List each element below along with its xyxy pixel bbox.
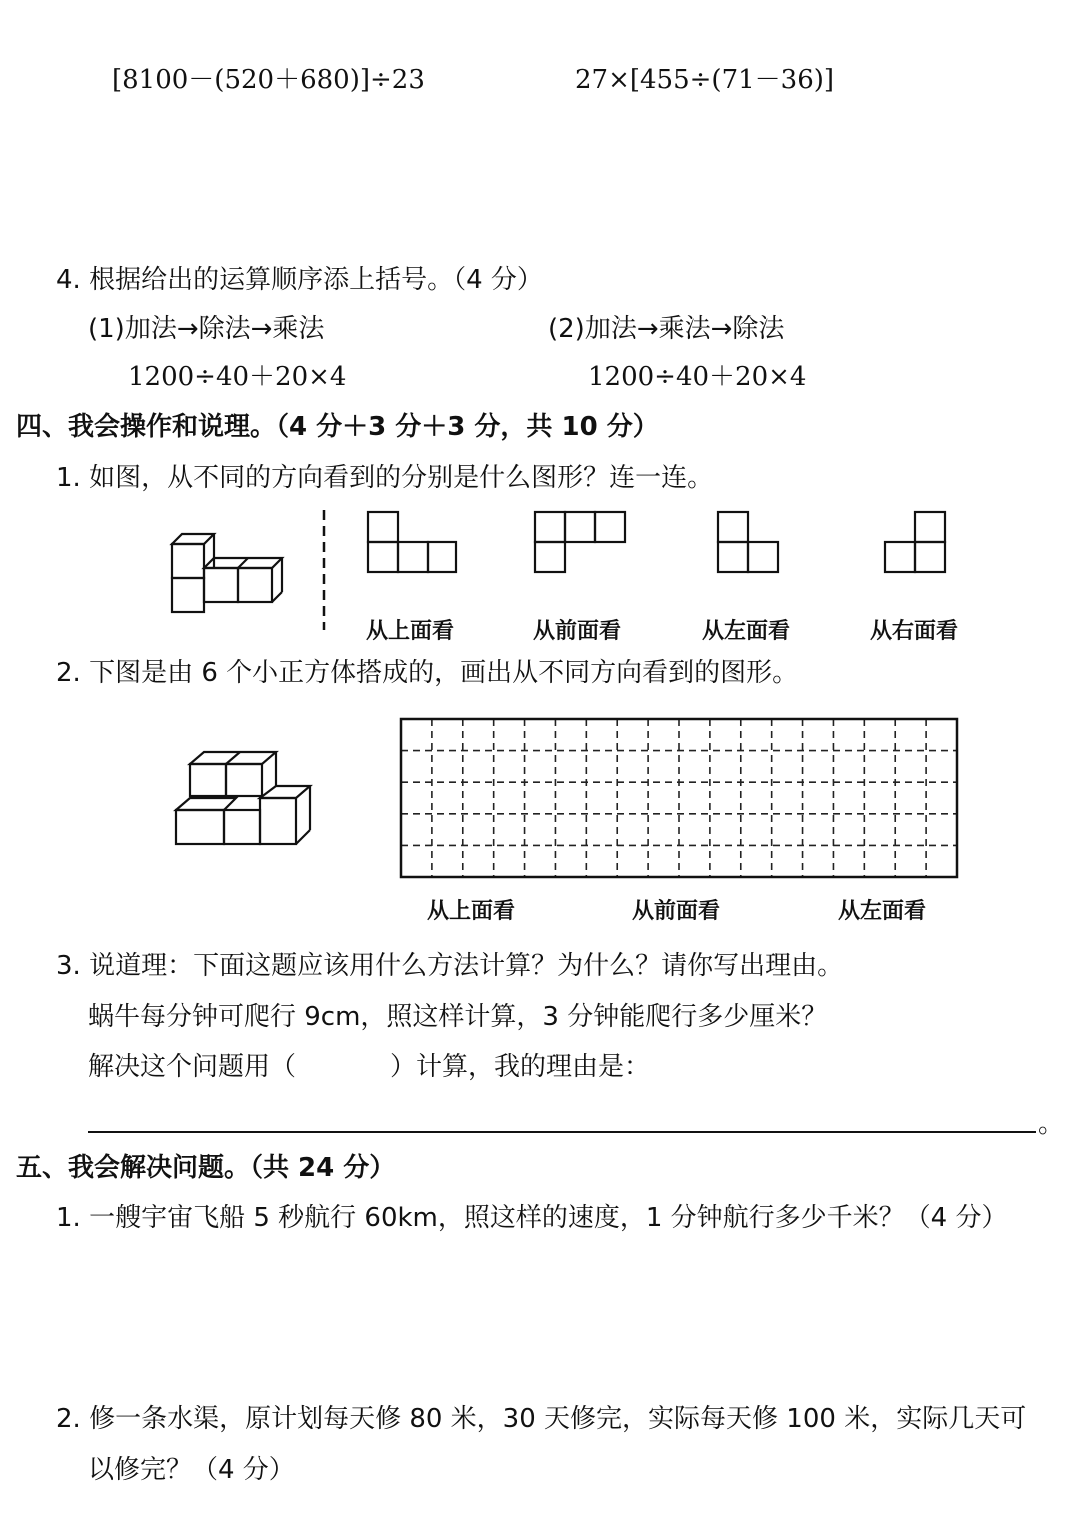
dashed-divider (322, 510, 326, 630)
q1-cube-figure (160, 528, 310, 623)
view-label-top[interactable]: 从上面看 (366, 619, 455, 644)
section5-title: 五、我会解决问题。（共 24 分） (16, 1153, 396, 1183)
view-label-left[interactable]: 从左面看 (702, 619, 791, 644)
s5-q1: 1. 一艘宇宙飞船 5 秒航行 60km，照这样的速度，1 分钟航行多少千米？（4 分） (56, 1203, 1008, 1233)
q4-part2-expression[interactable]: 1200÷40＋20×4 (588, 362, 807, 392)
view-option-4-shape[interactable] (883, 510, 947, 574)
view-option-2-shape[interactable] (533, 510, 627, 574)
s4-q3-title: 3. 说道理：下面这题应该用什么方法计算？为什么？请你写出理由。 (56, 951, 844, 981)
s4-q3-end-mark: 。 (1038, 1109, 1065, 1139)
s4-q3-method-blank[interactable] (300, 1051, 390, 1083)
q4-title: 4. 根据给出的运算顺序添上括号。（4 分） (56, 265, 543, 295)
view-option-1-shape[interactable] (366, 510, 458, 574)
expression-left: [8100－(520＋680)]÷23 (112, 65, 425, 95)
s4-q3-problem: 蜗牛每分钟可爬行 9cm，照这样计算，3 分钟能爬行多少厘米？ (88, 1002, 828, 1032)
q4-part1-expression[interactable]: 1200÷40＋20×4 (128, 362, 347, 392)
s4-q3-blank-suffix: ）计算，我的理由是： (390, 1052, 651, 1082)
grid-label-top: 从上面看 (427, 899, 516, 924)
view-label-right[interactable]: 从右面看 (870, 619, 959, 644)
q4-part2-order: (2)加法→乘法→除法 (548, 314, 785, 344)
s5-q1-answer-area[interactable] (88, 1245, 988, 1385)
s4-q1-title: 1. 如图，从不同的方向看到的分别是什么图形？连一连。 (56, 463, 714, 493)
q4-part1-order: (1)加法→除法→乘法 (88, 314, 325, 344)
s5-q2-line1: 2. 修一条水渠，原计划每天修 80 米，30 天修完，实际每天修 100 米，实际几天可 (56, 1404, 1027, 1434)
s5-q2-line2: 以修完？（4 分） (88, 1455, 295, 1485)
drawing-grid[interactable] (400, 718, 960, 880)
s4-q3-answer-line[interactable] (88, 1131, 1036, 1133)
view-option-3-shape[interactable] (716, 510, 780, 574)
view-label-front[interactable]: 从前面看 (533, 619, 622, 644)
s4-q3-blank-prefix: 解决这个问题用（ (88, 1052, 297, 1082)
grid-label-left: 从左面看 (838, 899, 927, 924)
s4-q2-title: 2. 下图是由 6 个小正方体搭成的，画出从不同方向看到的图形。 (56, 658, 799, 688)
section4-title: 四、我会操作和说理。（4 分＋3 分＋3 分，共 10 分） (16, 412, 659, 442)
q2-cube-figure (170, 746, 315, 848)
expression-right: 27×[455÷(71－36)] (575, 65, 835, 95)
grid-label-front: 从前面看 (632, 899, 721, 924)
